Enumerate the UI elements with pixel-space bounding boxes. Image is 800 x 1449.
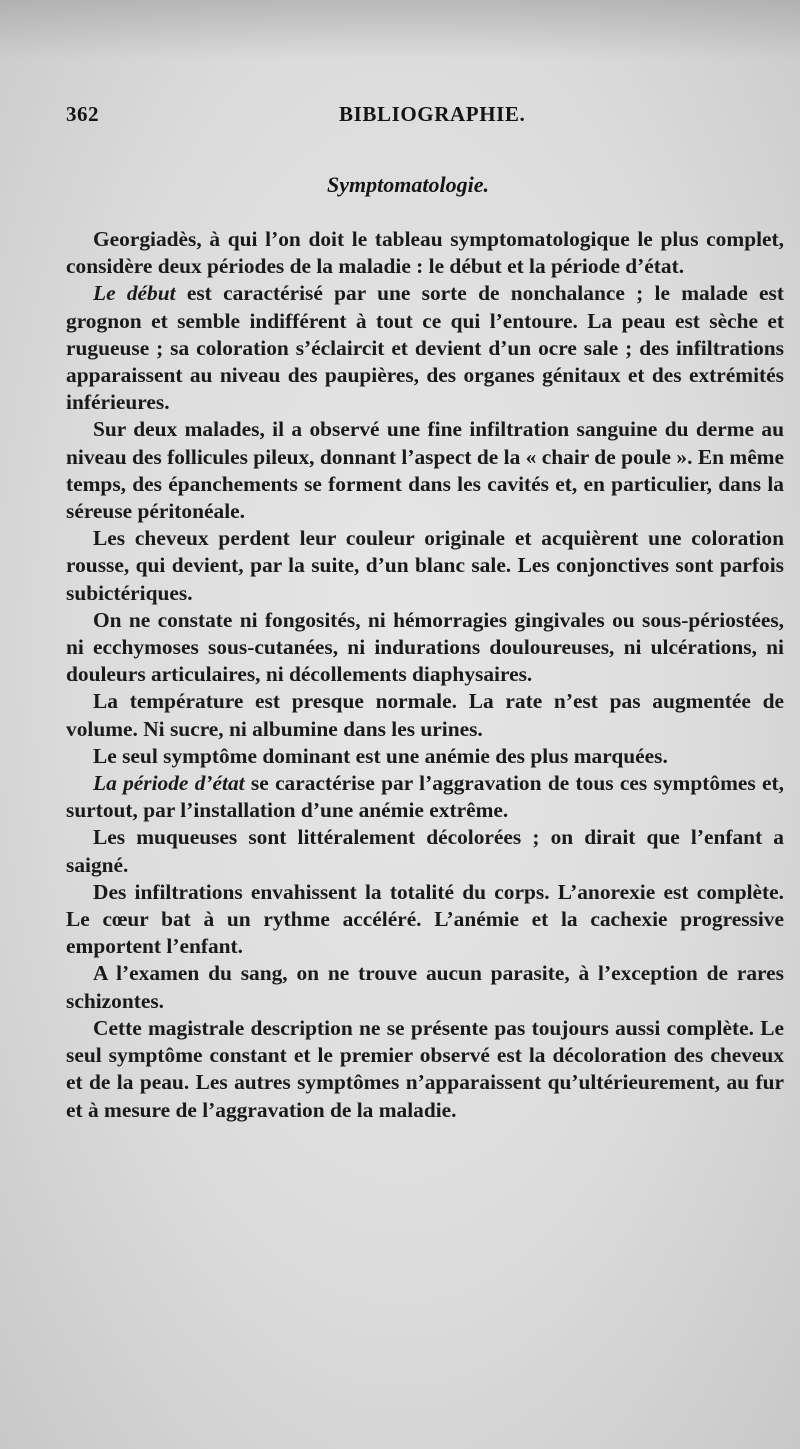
running-title: BIBLIOGRAPHIE.	[339, 102, 526, 126]
paragraph-text: On ne constate ni fongosités, ni hémorragies gingivales ou sous-périostées, ni ecchymoses sous-cutanées, ni indurations douloureuses, ni ulcérations, ni douleurs articulaires, ni décollements diaphysaires.	[66, 607, 784, 687]
paragraph-text: Sur deux malades, il a observé une fine infiltration sanguine du derme au niveau des follicules pileux, donnant l’aspect de la « chair de poule ». En même temps, des épanchements se forment dans les cavités et, en particulier, dans la séreuse péritonéale.	[66, 417, 784, 524]
section-heading: Symptomatologie.	[327, 172, 489, 197]
paragraph	[66, 688, 784, 742]
paragraph	[66, 416, 784, 525]
paragraph-lead: La période d’état	[93, 771, 245, 796]
paragraph	[66, 226, 784, 280]
paragraph-text: Le seul symptôme dominant est une anémie des plus marquées.	[93, 743, 668, 768]
paragraph-text: est caractérisé par une sorte de nonchalance ; le malade est grognon et semble indifférent à tout ce qui l’entoure. La peau est sèche et rugueuse ; sa coloration s’éclaircit et devient d’un ocre sale ; des infiltrations apparaissent au niveau des paupières, des organes génitaux et des extrémités inférieures.	[66, 281, 784, 415]
paragraph-text: Des infiltrations envahissent la totalité du corps. L’anorexie est complète. Le cœur bat à un rythme accéléré. L’anémie et la cachexie progressive emportent l’enfant.	[66, 879, 784, 959]
body-text	[66, 226, 784, 1124]
paragraph	[66, 743, 784, 770]
paragraph	[66, 770, 784, 824]
paragraph-text: A l’examen du sang, on ne trouve aucun parasite, à l’exception de rares schizontes.	[66, 961, 784, 1013]
paragraph	[66, 824, 784, 878]
paragraph-text: La température est presque normale. La rate n’est pas augmentée de volume. Ni sucre, ni albumine dans les urines.	[66, 689, 784, 741]
paragraph	[66, 525, 784, 607]
paragraph	[66, 960, 784, 1014]
paragraph-text: Les muqueuses sont littéralement décolorées ; on dirait que l’enfant a saigné.	[66, 825, 784, 877]
paragraph-lead: Le début	[93, 281, 176, 306]
paragraph	[66, 607, 784, 689]
page-number: 362	[66, 102, 99, 126]
paragraph-text: Georgiadès, à qui l’on doit le tableau symptomatologique le plus complet, considère deux périodes de la maladie : le début et la période d’état.	[66, 227, 784, 279]
paragraph	[66, 1015, 784, 1124]
paragraph	[66, 280, 784, 416]
paragraph-text: se caractérise par l’aggravation de tous ces symptômes et, surtout, par l’installation d’une anémie extrême.	[66, 771, 784, 823]
paragraph	[66, 879, 784, 961]
paragraph-text: Cette magistrale description ne se présente pas toujours aussi complète. Le seul symptôme constant et le premier observé est la décoloration des cheveux et de la peau. Les autres symptômes n’apparaissent qu’ultérieurement, au fur et à mesure de l’aggravation de la maladie.	[66, 1015, 784, 1122]
paragraph-text: Les cheveux perdent leur couleur originale et acquièrent une coloration rousse, qui devient, par la suite, d’un blanc sale. Les conjonctives sont parfois subictériques.	[66, 526, 784, 605]
running-head	[66, 102, 740, 132]
